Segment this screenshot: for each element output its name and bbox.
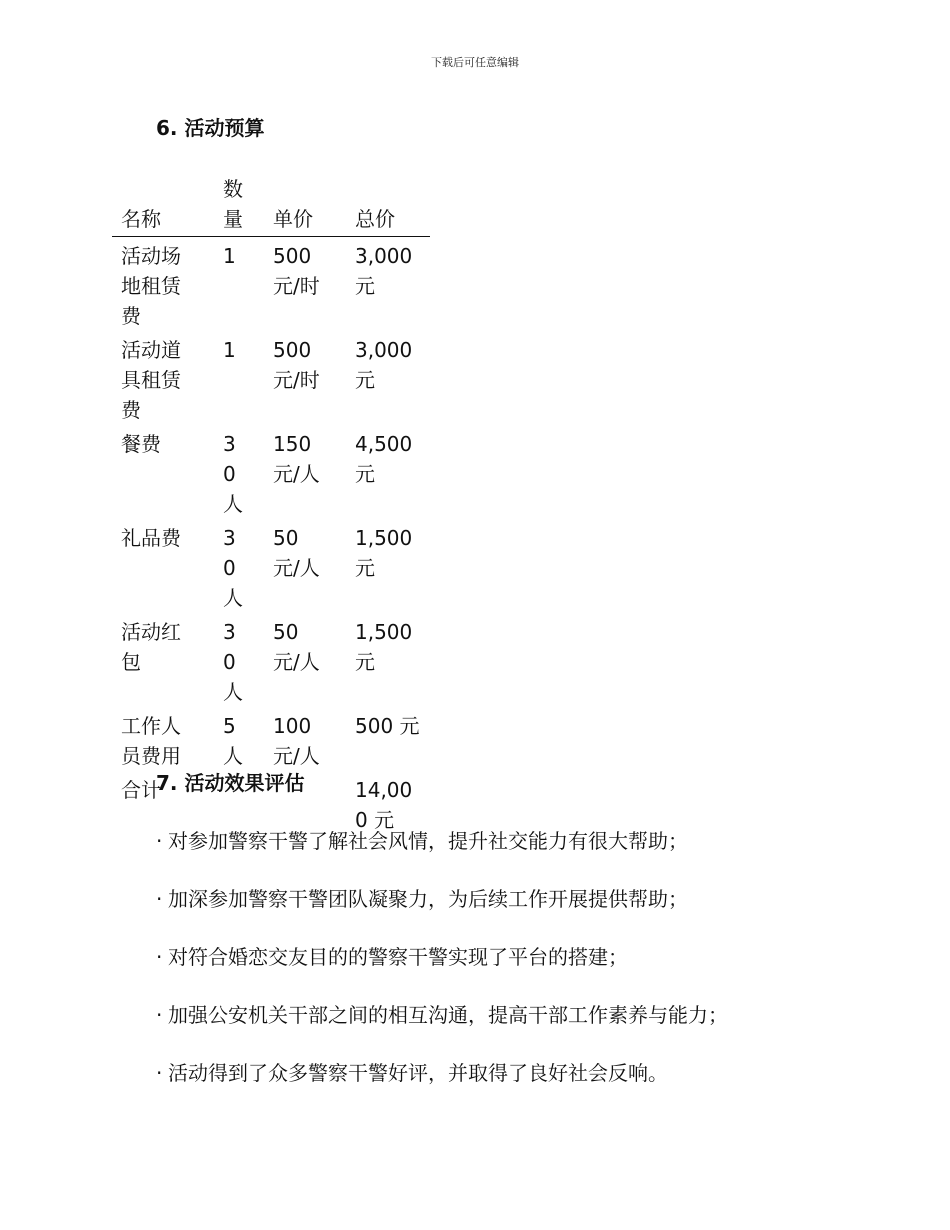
cell-total: 14,000 元 (355, 778, 413, 832)
section-title-evaluation: 7. 活动效果评估 (156, 771, 305, 795)
cell-qty: 30 人 (223, 432, 243, 516)
table-row (112, 707, 430, 771)
page-header: 下载后可任意编辑 (431, 56, 519, 69)
cell-qty: 1 (223, 244, 236, 268)
cell-total: 500 元 (355, 714, 420, 738)
cell-qty: 1 (223, 338, 236, 362)
bullet-icon: · (156, 1003, 163, 1027)
bullet-icon: · (156, 829, 163, 853)
cell-total: 4,500 元 (355, 432, 413, 486)
cell-total: 3,000 元 (355, 244, 413, 298)
cell-unit-price: 150 元/人 (273, 432, 320, 486)
cell-unit-price: 100 元/人 (273, 714, 320, 768)
cell-name: 活动场地租赁费 (121, 244, 181, 328)
evaluation-list (156, 823, 728, 1113)
budget-table (112, 174, 430, 835)
list-item: · 对符合婚恋交友目的的警察干警实现了平台的搭建； (156, 939, 728, 997)
list-item: · 对参加警察干警了解社会风情，提升社交能力有很大帮助； (156, 823, 728, 881)
list-item: · 加深参加警察干警团队凝聚力，为后续工作开展提供帮助； (156, 881, 728, 939)
table-row (112, 425, 430, 519)
header-qty: 数量 (223, 174, 273, 237)
cell-unit-price: 500 元/时 (273, 338, 320, 392)
header-total: 总价 (355, 174, 430, 237)
cell-total: 3,000 元 (355, 338, 413, 392)
cell-qty: 30 人 (223, 526, 243, 610)
header-name: 名称 (112, 174, 223, 237)
cell-name: 礼品费 (121, 526, 181, 550)
cell-unit-price: 500 元/时 (273, 244, 320, 298)
cell-unit-price: 50 元/人 (273, 620, 320, 674)
table-row (112, 331, 430, 425)
cell-name: 活动红包 (121, 620, 181, 674)
cell-qty: 5 人 (223, 714, 243, 768)
bullet-icon: · (156, 1061, 163, 1085)
cell-name: 活动道具租赁费 (121, 338, 181, 422)
table-row (112, 613, 430, 707)
cell-unit-price: 50 元/人 (273, 526, 320, 580)
cell-total: 1,500 元 (355, 620, 413, 674)
bullet-icon: · (156, 945, 163, 969)
list-item: · 活动得到了众多警察干警好评，并取得了良好社会反响。 (156, 1055, 728, 1113)
cell-total: 1,500 元 (355, 526, 413, 580)
bullet-icon: · (156, 887, 163, 911)
table-row (112, 519, 430, 613)
cell-name: 合计 (121, 778, 161, 802)
cell-qty: 30 人 (223, 620, 243, 704)
header-unit-price: 单价 (273, 174, 355, 237)
section-title-budget: 6. 活动预算 (156, 116, 265, 140)
list-item: · 加强公安机关干部之间的相互沟通，提高干部工作素养与能力； (156, 997, 728, 1055)
table-row (112, 237, 430, 332)
budget-header-row (112, 174, 430, 237)
cell-name: 工作人员费用 (121, 714, 181, 768)
cell-name: 餐费 (121, 432, 161, 456)
